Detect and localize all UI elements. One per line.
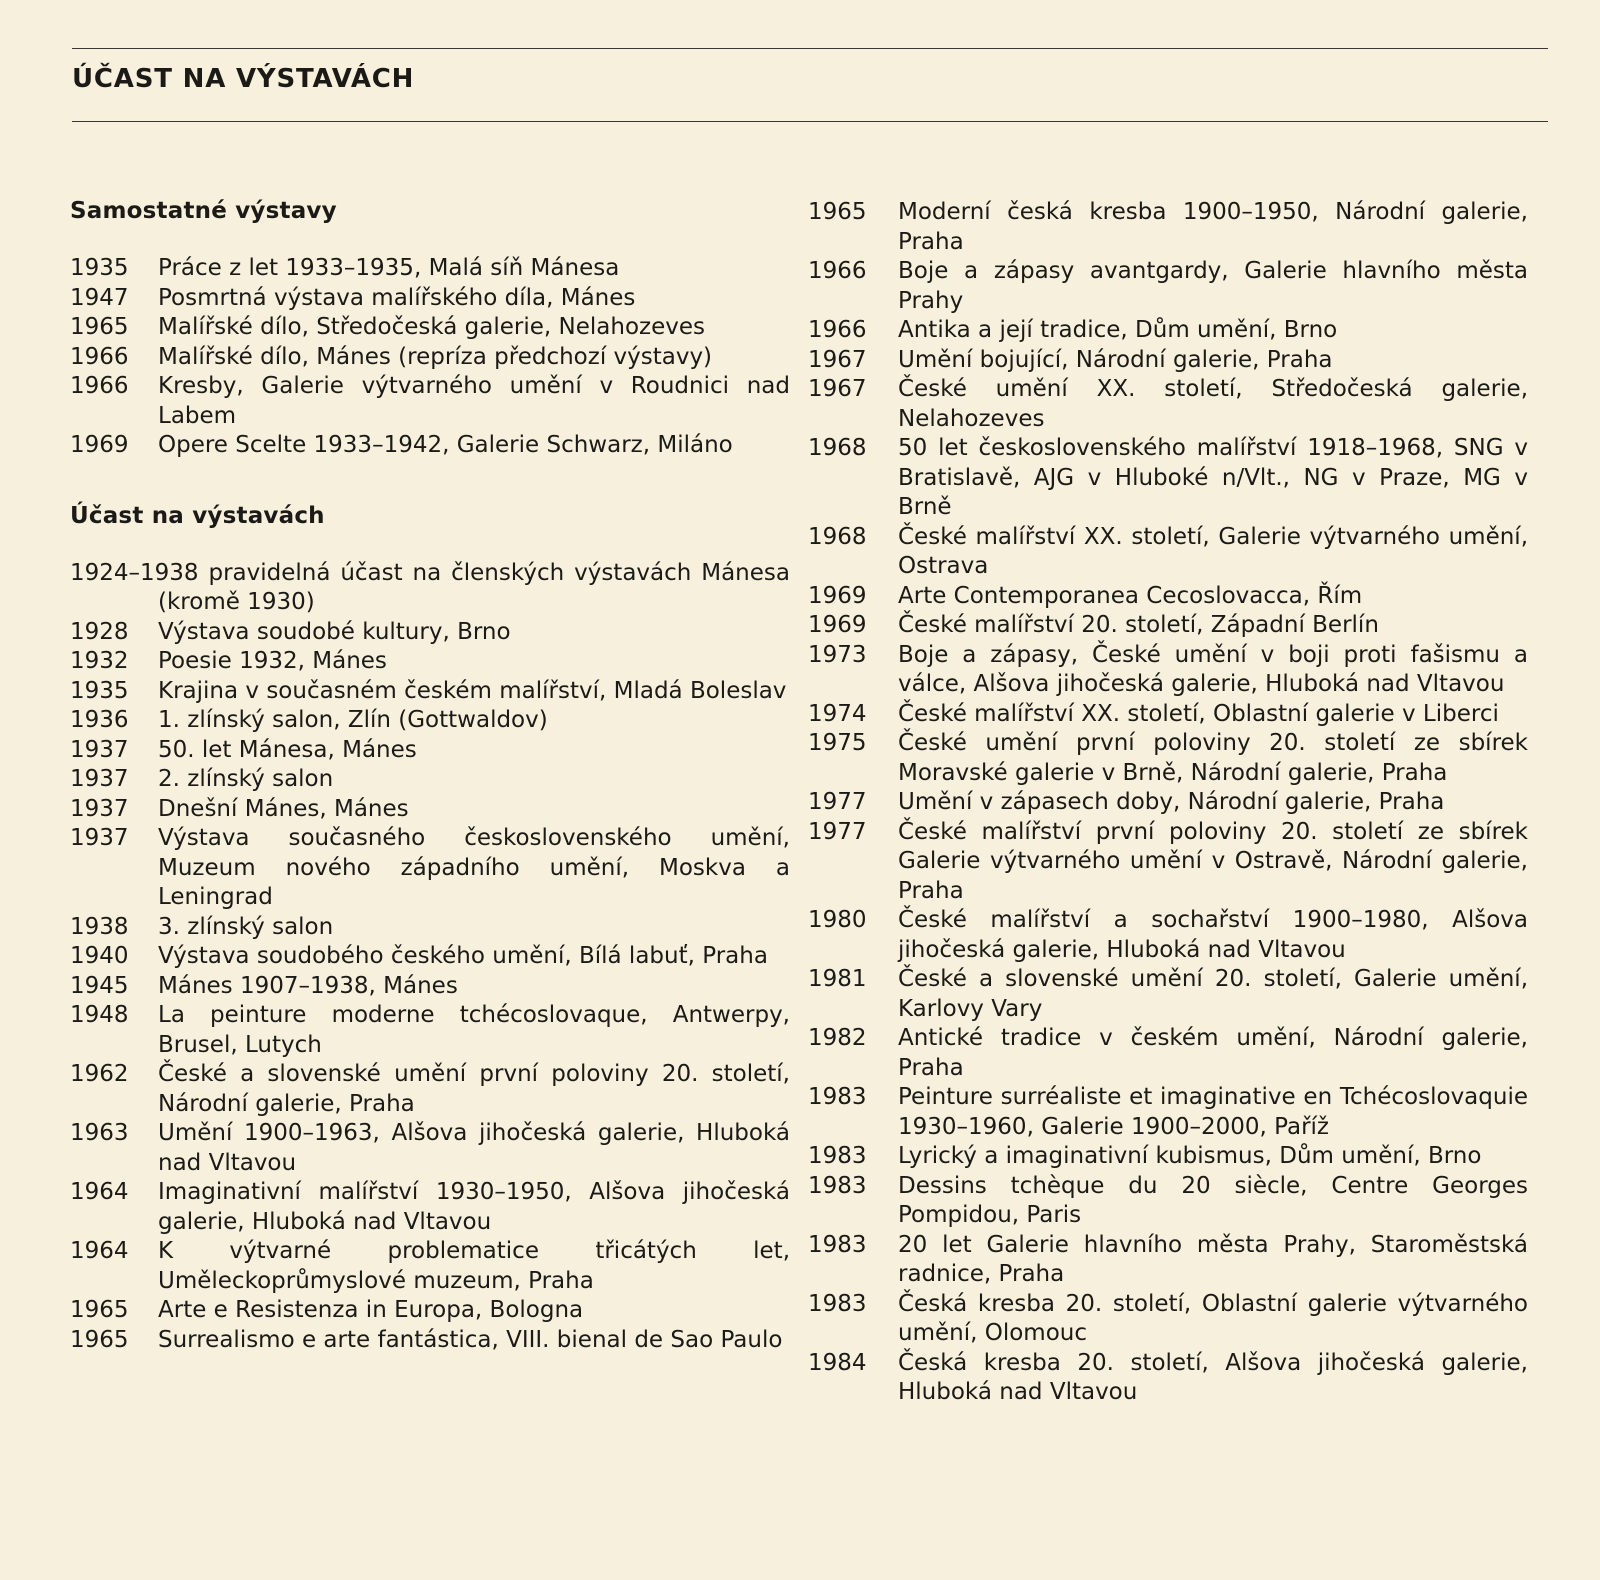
list-item bbox=[808, 316, 1528, 346]
entry-text: Antické tradice v českém umění, Národní galerie, Praha bbox=[898, 1025, 1528, 1081]
entry-text: České malířství a sochařství 1900–1980, Alšova jihočeská galerie, Hluboká nad Vltavou bbox=[898, 907, 1528, 963]
entry-text: Výstava soudobého českého umění, Bílá labuť, Praha bbox=[158, 943, 768, 969]
entry-year: 1965 bbox=[808, 199, 867, 225]
list-item bbox=[808, 198, 1528, 257]
entry-text: Malířské dílo, Mánes (repríza předchozí výstavy) bbox=[158, 343, 713, 370]
solo-exhibitions-list bbox=[70, 254, 790, 461]
list-item bbox=[808, 375, 1528, 434]
entry-year: 1945 bbox=[70, 972, 129, 999]
entry-text: České a slovenské umění 20. století, Galerie umění, Karlovy Vary bbox=[898, 966, 1528, 1022]
entry-text: Práce z let 1933–1935, Malá síň Mánesa bbox=[158, 255, 620, 281]
entry-text: 50. let Mánesa, Mánes bbox=[158, 736, 417, 763]
entry-year: 1981 bbox=[808, 966, 867, 992]
entry-year: 1964 bbox=[70, 1179, 129, 1205]
entry-year: 1968 bbox=[808, 435, 867, 461]
entry-year: 1975 bbox=[808, 730, 867, 756]
entry-year: 1935 bbox=[70, 677, 129, 704]
entry-text: 1. zlínský salon, Zlín (Gottwaldov) bbox=[158, 707, 548, 733]
entry-year: 1983 bbox=[808, 1143, 867, 1169]
entry-year: 1967 bbox=[808, 346, 867, 373]
entry-year: 1973 bbox=[808, 641, 867, 668]
list-item bbox=[808, 582, 1528, 612]
list-item bbox=[808, 257, 1528, 316]
list-item bbox=[70, 706, 790, 736]
solo-exhibitions-heading: Samostatné výstavy bbox=[70, 198, 337, 224]
entry-year: 1937 bbox=[70, 795, 129, 822]
entry-text: K výtvarné problematice třicátých let, Uměleckoprůmyslové muzeum, Praha bbox=[158, 1238, 790, 1294]
list-item bbox=[70, 972, 790, 1002]
list-item bbox=[808, 788, 1528, 818]
list-item bbox=[808, 1290, 1528, 1349]
entry-text: Peinture surréaliste et imaginative en Tchécoslovaquie 1930–1960, Galerie 1900–2000, Paříž bbox=[898, 1084, 1528, 1140]
entry-year: 1983 bbox=[808, 1290, 867, 1317]
entry-text: La peinture moderne tchécoslovaque, Antwerpy, Brusel, Lutych bbox=[158, 1002, 790, 1058]
entry-year: 1967 bbox=[808, 376, 867, 402]
list-item bbox=[70, 1119, 790, 1178]
entry-year: 1932 bbox=[70, 648, 129, 674]
list-item bbox=[70, 795, 790, 825]
list-item bbox=[70, 1326, 790, 1356]
entry-year: 1982 bbox=[808, 1025, 867, 1051]
entry-year: 1977 bbox=[808, 818, 867, 845]
entry-year: 1974 bbox=[808, 700, 867, 727]
list-item bbox=[808, 818, 1528, 907]
list-item bbox=[70, 1001, 790, 1060]
entry-year: 1928 bbox=[70, 618, 129, 645]
list-item bbox=[808, 641, 1528, 700]
entry-text: 1924–1938 pravidelná účast na členských výstavách Mánesa (kromě 1930) bbox=[70, 559, 790, 615]
list-item bbox=[808, 965, 1528, 1024]
entry-text: Dnešní Mánes, Mánes bbox=[158, 795, 409, 822]
entry-text: 20 let Galerie hlavního města Prahy, Staroměstská radnice, Praha bbox=[898, 1231, 1528, 1287]
list-item bbox=[808, 611, 1528, 641]
list-item bbox=[70, 313, 790, 343]
entry-text: České umění XX. století, Středočeská galerie, Nelahozeves bbox=[898, 376, 1528, 432]
entry-year: 1983 bbox=[808, 1172, 867, 1199]
entry-year: 1965 bbox=[70, 1326, 129, 1353]
bottom-rule bbox=[72, 121, 1548, 122]
entry-year: 1977 bbox=[808, 789, 867, 815]
group-exhibitions-list bbox=[70, 618, 790, 1356]
entry-text: Umění v zápasech doby, Národní galerie, Praha bbox=[898, 789, 1445, 815]
entry-year: 1937 bbox=[70, 736, 129, 763]
entry-year: 1935 bbox=[70, 255, 129, 281]
entry-text: Antika a její tradice, Dům umění, Brno bbox=[898, 317, 1338, 343]
entry-year: 1966 bbox=[808, 258, 867, 284]
list-item bbox=[70, 1178, 790, 1237]
list-item bbox=[70, 677, 790, 707]
entry-year: 1983 bbox=[808, 1231, 867, 1258]
list-item bbox=[70, 765, 790, 795]
entry-year: 1938 bbox=[70, 913, 129, 940]
entry-text: České umění první poloviny 20. století ze sbírek Moravské galerie v Brně, Národní galerie, Praha bbox=[898, 730, 1528, 786]
list-item bbox=[808, 1083, 1528, 1142]
entry-year: 1947 bbox=[70, 284, 129, 311]
entry-year: 1968 bbox=[808, 523, 867, 550]
entry-year: 1980 bbox=[808, 907, 867, 933]
group-exhibitions-list-continued bbox=[808, 198, 1528, 1408]
list-item bbox=[70, 254, 790, 284]
entry-year: 1984 bbox=[808, 1349, 867, 1376]
entry-text: Výstava soudobé kultury, Brno bbox=[158, 618, 511, 645]
entry-year: 1965 bbox=[70, 314, 129, 340]
entry-year: 1936 bbox=[70, 707, 129, 733]
list-item bbox=[70, 824, 790, 913]
entry-year: 1963 bbox=[70, 1120, 129, 1146]
list-item bbox=[70, 372, 790, 431]
list-item bbox=[70, 618, 790, 648]
entry-year: 1969 bbox=[70, 432, 129, 458]
list-item bbox=[808, 1231, 1528, 1290]
entry-text: Boje a zápasy avantgardy, Galerie hlavního města Prahy bbox=[898, 258, 1528, 314]
entry-text: České malířství první poloviny 20. století ze sbírek Galerie výtvarného umění v Ostravě, Národní galerie, Praha bbox=[898, 818, 1528, 904]
entry-text: České a slovenské umění první poloviny 20. století, Národní galerie, Praha bbox=[158, 1061, 790, 1117]
entry-text: 3. zlínský salon bbox=[158, 913, 334, 940]
entry-text: Boje a zápasy, České umění v boji proti fašismu a válce, Alšova jihočeská galerie, Hluboká nad Vltavou bbox=[898, 641, 1528, 697]
entry-text: 2. zlínský salon bbox=[158, 766, 334, 792]
left-column bbox=[70, 198, 790, 1355]
entry-text: Mánes 1907–1938, Mánes bbox=[158, 972, 458, 999]
entry-text: Surrealismo e arte fantástica, VIII. bienal de Sao Paulo bbox=[158, 1326, 783, 1353]
list-item bbox=[70, 284, 790, 314]
entry-text: Malířské dílo, Středočeská galerie, Nelahozeves bbox=[158, 314, 705, 340]
entry-text: Krajina v současném českém malířství, Mladá Boleslav bbox=[158, 677, 787, 704]
list-item bbox=[808, 434, 1528, 523]
list-item bbox=[70, 1060, 790, 1119]
entry-text: Opere Scelte 1933–1942, Galerie Schwarz, Miláno bbox=[158, 432, 733, 458]
top-rule bbox=[72, 48, 1548, 49]
entry-text: 50 let československého malířství 1918–1968, SNG v Bratislavě, AJG v Hluboké n/Vlt., NG v Praze, MG v Brně bbox=[898, 435, 1528, 520]
list-item bbox=[70, 942, 790, 972]
right-column bbox=[808, 198, 1528, 1408]
entry-text: Arte Contemporanea Cecoslovacca, Řím bbox=[898, 582, 1363, 609]
entry-text: České malířství 20. století, Západní Berlín bbox=[898, 612, 1379, 638]
list-item bbox=[70, 647, 790, 677]
entry-year: 1964 bbox=[70, 1238, 129, 1264]
list-item bbox=[70, 559, 790, 618]
entry-text: Výstava současného československého umění, Muzeum nového západního umění, Moskva a Leningrad bbox=[158, 825, 790, 910]
page-title: ÚČAST NA VÝSTAVÁCH bbox=[72, 64, 415, 94]
list-item bbox=[70, 913, 790, 943]
entry-text: Umění 1900–1963, Alšova jihočeská galerie, Hluboká nad Vltavou bbox=[158, 1120, 790, 1176]
list-item bbox=[808, 1142, 1528, 1172]
entry-text: Arte e Resistenza in Europa, Bologna bbox=[158, 1297, 584, 1323]
entry-text: Lyrický a imaginativní kubismus, Dům umění, Brno bbox=[898, 1143, 1482, 1169]
list-item bbox=[808, 906, 1528, 965]
list-item bbox=[70, 1237, 790, 1296]
entry-year: 1969 bbox=[808, 582, 867, 609]
entry-year: 1937 bbox=[70, 766, 129, 792]
entry-text: Dessins tchèque du 20 siècle, Centre Georges Pompidou, Paris bbox=[898, 1172, 1528, 1228]
list-item bbox=[808, 1024, 1528, 1083]
entry-year: 1966 bbox=[808, 317, 867, 343]
entry-text: České malířství XX. století, Oblastní galerie v Liberci bbox=[898, 700, 1499, 727]
list-item bbox=[70, 736, 790, 766]
list-item bbox=[70, 343, 790, 373]
entry-text: Posmrtná výstava malířského díla, Mánes bbox=[158, 284, 636, 311]
entry-year: 1948 bbox=[70, 1002, 129, 1028]
entry-year: 1965 bbox=[70, 1297, 129, 1323]
entry-year: 1966 bbox=[70, 343, 129, 370]
entry-text: Česká kresba 20. století, Oblastní galerie výtvarného umění, Olomouc bbox=[898, 1290, 1528, 1346]
list-item bbox=[70, 1296, 790, 1326]
entry-year: 1937 bbox=[70, 825, 129, 851]
entry-text: Imaginativní malířství 1930–1950, Alšova jihočeská galerie, Hluboká nad Vltavou bbox=[158, 1179, 790, 1235]
list-item bbox=[808, 1349, 1528, 1408]
entry-text: Kresby, Galerie výtvarného umění v Roudnici nad Labem bbox=[158, 373, 790, 429]
entry-text: Moderní česká kresba 1900–1950, Národní galerie, Praha bbox=[898, 199, 1528, 255]
entry-text: Česká kresba 20. století, Alšova jihočeská galerie, Hluboká nad Vltavou bbox=[898, 1349, 1528, 1405]
list-item bbox=[808, 700, 1528, 730]
list-item bbox=[70, 431, 790, 461]
list-item bbox=[808, 523, 1528, 582]
entry-year: 1962 bbox=[70, 1061, 129, 1087]
entry-year: 1940 bbox=[70, 943, 129, 969]
list-item bbox=[808, 346, 1528, 376]
entry-year: 1969 bbox=[808, 612, 867, 638]
entry-year: 1966 bbox=[70, 373, 129, 399]
list-item bbox=[808, 729, 1528, 788]
group-exhibitions-heading: Účast na výstavách bbox=[70, 502, 325, 529]
list-item bbox=[808, 1172, 1528, 1231]
entry-text: Umění bojující, Národní galerie, Praha bbox=[898, 346, 1333, 373]
entry-text: Poesie 1932, Mánes bbox=[158, 648, 387, 674]
entry-year: 1983 bbox=[808, 1084, 867, 1110]
entry-text: České malířství XX. století, Galerie výtvarného umění, Ostrava bbox=[898, 523, 1528, 579]
